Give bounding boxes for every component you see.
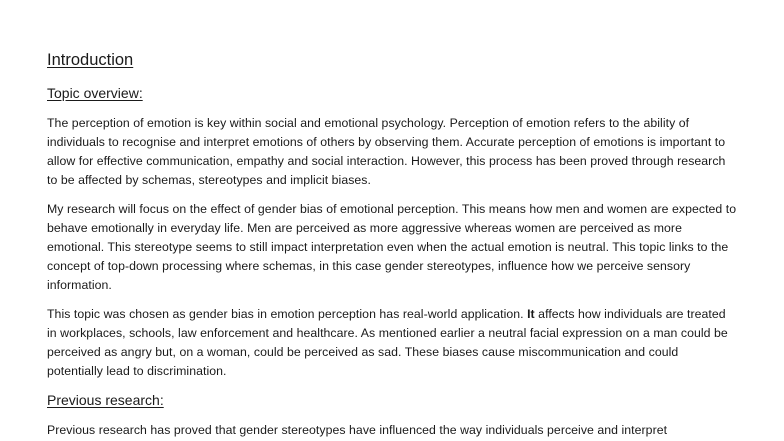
paragraph-topic-overview-3 [47,305,737,381]
paragraph-3-text-a: This topic was chosen as gender bias in emotion perception has real-world application. [47,307,528,321]
document-page [47,50,737,440]
paragraph-3-text-b: affects how individuals are treated in workplaces, schools, law enforcement and healthcare. As mentioned earlier a neutral facial expression on a man could be perceived as angry but, on a woman, could be perceived as sad. These biases cause miscommunication and could potentially lead to discrimination. [47,307,728,378]
paragraph-3-bold-text: It [527,307,535,321]
section-heading-topic-overview: Topic overview: [47,85,143,101]
paragraph-previous-research-1: Previous research has proved that gender stereotypes have influenced the way individuals perceive and interpret [47,423,668,437]
document-title: Introduction [47,51,134,69]
section-heading-previous-research: Previous research: [47,392,164,408]
paragraph-topic-overview-2: My research will focus on the effect of gender bias of emotional perception. This means how men and women are expected to behave emotionally in everyday life. Men are perceived as more aggressive whereas women are perceived as more emotional. This stereotype seems to still impact interpretation even when the actual emotion is neutral. This topic links to the concept of top-down processing where schemas, in this case gender stereotypes, influence how we perceive sensory information. [47,202,737,292]
paragraph-topic-overview-1: The perception of emotion is key within social and emotional psychology. Perception of emotion refers to the ability of individuals to recognise and interpret emotions of others by observing them. Accurate perception of emotions is important to allow for effective communication, empathy and social interaction. However, this process has been proved through research to be affected by schemas, stereotypes and implicit biases. [47,116,726,187]
